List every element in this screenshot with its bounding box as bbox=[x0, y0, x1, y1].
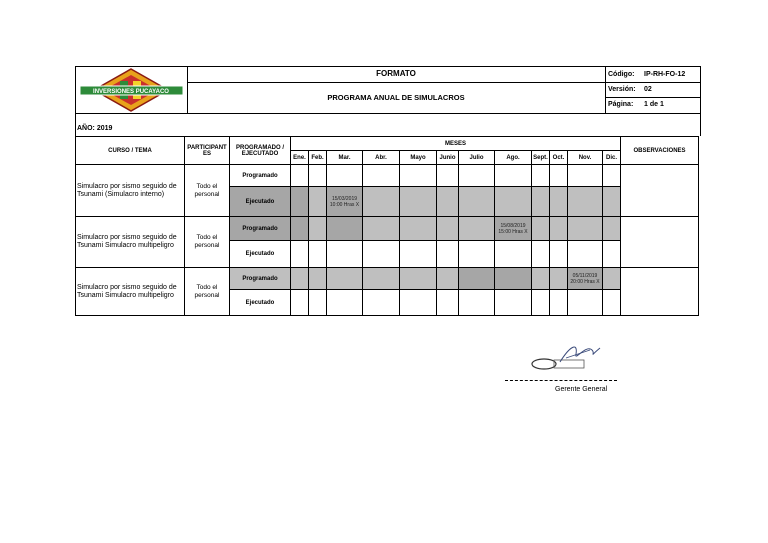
col-observaciones: OBSERVACIONES bbox=[621, 137, 699, 165]
table-row bbox=[76, 217, 699, 241]
signature-line bbox=[505, 380, 617, 381]
exec-note: 15/03/2019 10:00 Hras X bbox=[327, 187, 363, 217]
table-row bbox=[76, 268, 699, 290]
programado-label: Programado bbox=[230, 165, 291, 187]
schedule-table bbox=[75, 136, 699, 316]
month-header: Ene. bbox=[291, 151, 309, 165]
programado-label: Programado bbox=[230, 217, 291, 241]
codigo-key: Código: bbox=[608, 71, 635, 78]
month-header: Sept. bbox=[532, 151, 550, 165]
year-label: AÑO: 2019 bbox=[77, 125, 113, 132]
version-value: 02 bbox=[644, 86, 652, 93]
ejecutado-label: Ejecutado bbox=[230, 290, 291, 316]
document-header bbox=[75, 66, 701, 114]
pagina-key: Página: bbox=[608, 101, 634, 108]
month-header: Nov. bbox=[568, 151, 603, 165]
company-logo bbox=[76, 67, 188, 113]
ejecutado-label: Ejecutado bbox=[230, 241, 291, 268]
month-header: Junio bbox=[437, 151, 459, 165]
month-header: Mayo bbox=[400, 151, 437, 165]
meta-codigo bbox=[606, 67, 701, 83]
meta-version bbox=[606, 82, 701, 98]
prog-note: 15/08/2019 15:00 Hras X bbox=[495, 217, 532, 241]
col-programado: PROGRAMADO / EJECUTADO bbox=[230, 137, 291, 165]
table-row bbox=[76, 165, 699, 187]
participantes-cell: Todo el personal bbox=[185, 165, 230, 217]
participantes-cell: Todo el personal bbox=[185, 268, 230, 316]
participantes-cell: Todo el personal bbox=[185, 217, 230, 268]
month-header: Abr. bbox=[363, 151, 400, 165]
curso-cell: Simulacro por sismo seguido de Tsunami (Simulacro interno) bbox=[76, 165, 185, 217]
month-header: Feb. bbox=[309, 151, 327, 165]
col-participantes: PARTICIPANT ES bbox=[185, 137, 230, 165]
month-header: Julio bbox=[459, 151, 495, 165]
logo-icon bbox=[76, 67, 187, 113]
month-header: Oct. bbox=[550, 151, 568, 165]
col-meses: MESES bbox=[291, 137, 621, 151]
prog-note: 05/11/2019 20:00 Hras X bbox=[568, 268, 603, 290]
document-meta bbox=[605, 67, 701, 113]
curso-cell: Simulacro por sismo seguido de Tsunami Simulacro multipeligro bbox=[76, 268, 185, 316]
ejecutado-label: Ejecutado bbox=[230, 187, 291, 217]
curso-cell: Simulacro por sismo seguido de Tsunami Simulacro multipeligro bbox=[76, 217, 185, 268]
signature-stamp-icon bbox=[530, 340, 610, 374]
month-header: Dic. bbox=[603, 151, 621, 165]
year-band bbox=[75, 114, 701, 136]
program-title: PROGRAMA ANUAL DE SIMULACROS bbox=[327, 93, 465, 102]
format-label: FORMATO bbox=[187, 67, 605, 83]
logo-text: INVERSIONES PUCAYACO bbox=[93, 89, 169, 95]
codigo-value: IP-RH-FO-12 bbox=[644, 71, 686, 78]
month-header: Mar. bbox=[327, 151, 363, 165]
observaciones-cell bbox=[621, 268, 699, 316]
observaciones-cell bbox=[621, 217, 699, 268]
col-curso: CURSO / TEMA bbox=[76, 137, 185, 165]
signature-title: Gerente General bbox=[555, 386, 608, 393]
programado-label: Programado bbox=[230, 268, 291, 290]
version-key: Versión: bbox=[608, 86, 636, 93]
pagina-value: 1 de 1 bbox=[644, 101, 664, 108]
meta-pagina bbox=[606, 97, 701, 112]
month-header: Ago. bbox=[495, 151, 532, 165]
observaciones-cell bbox=[621, 165, 699, 217]
